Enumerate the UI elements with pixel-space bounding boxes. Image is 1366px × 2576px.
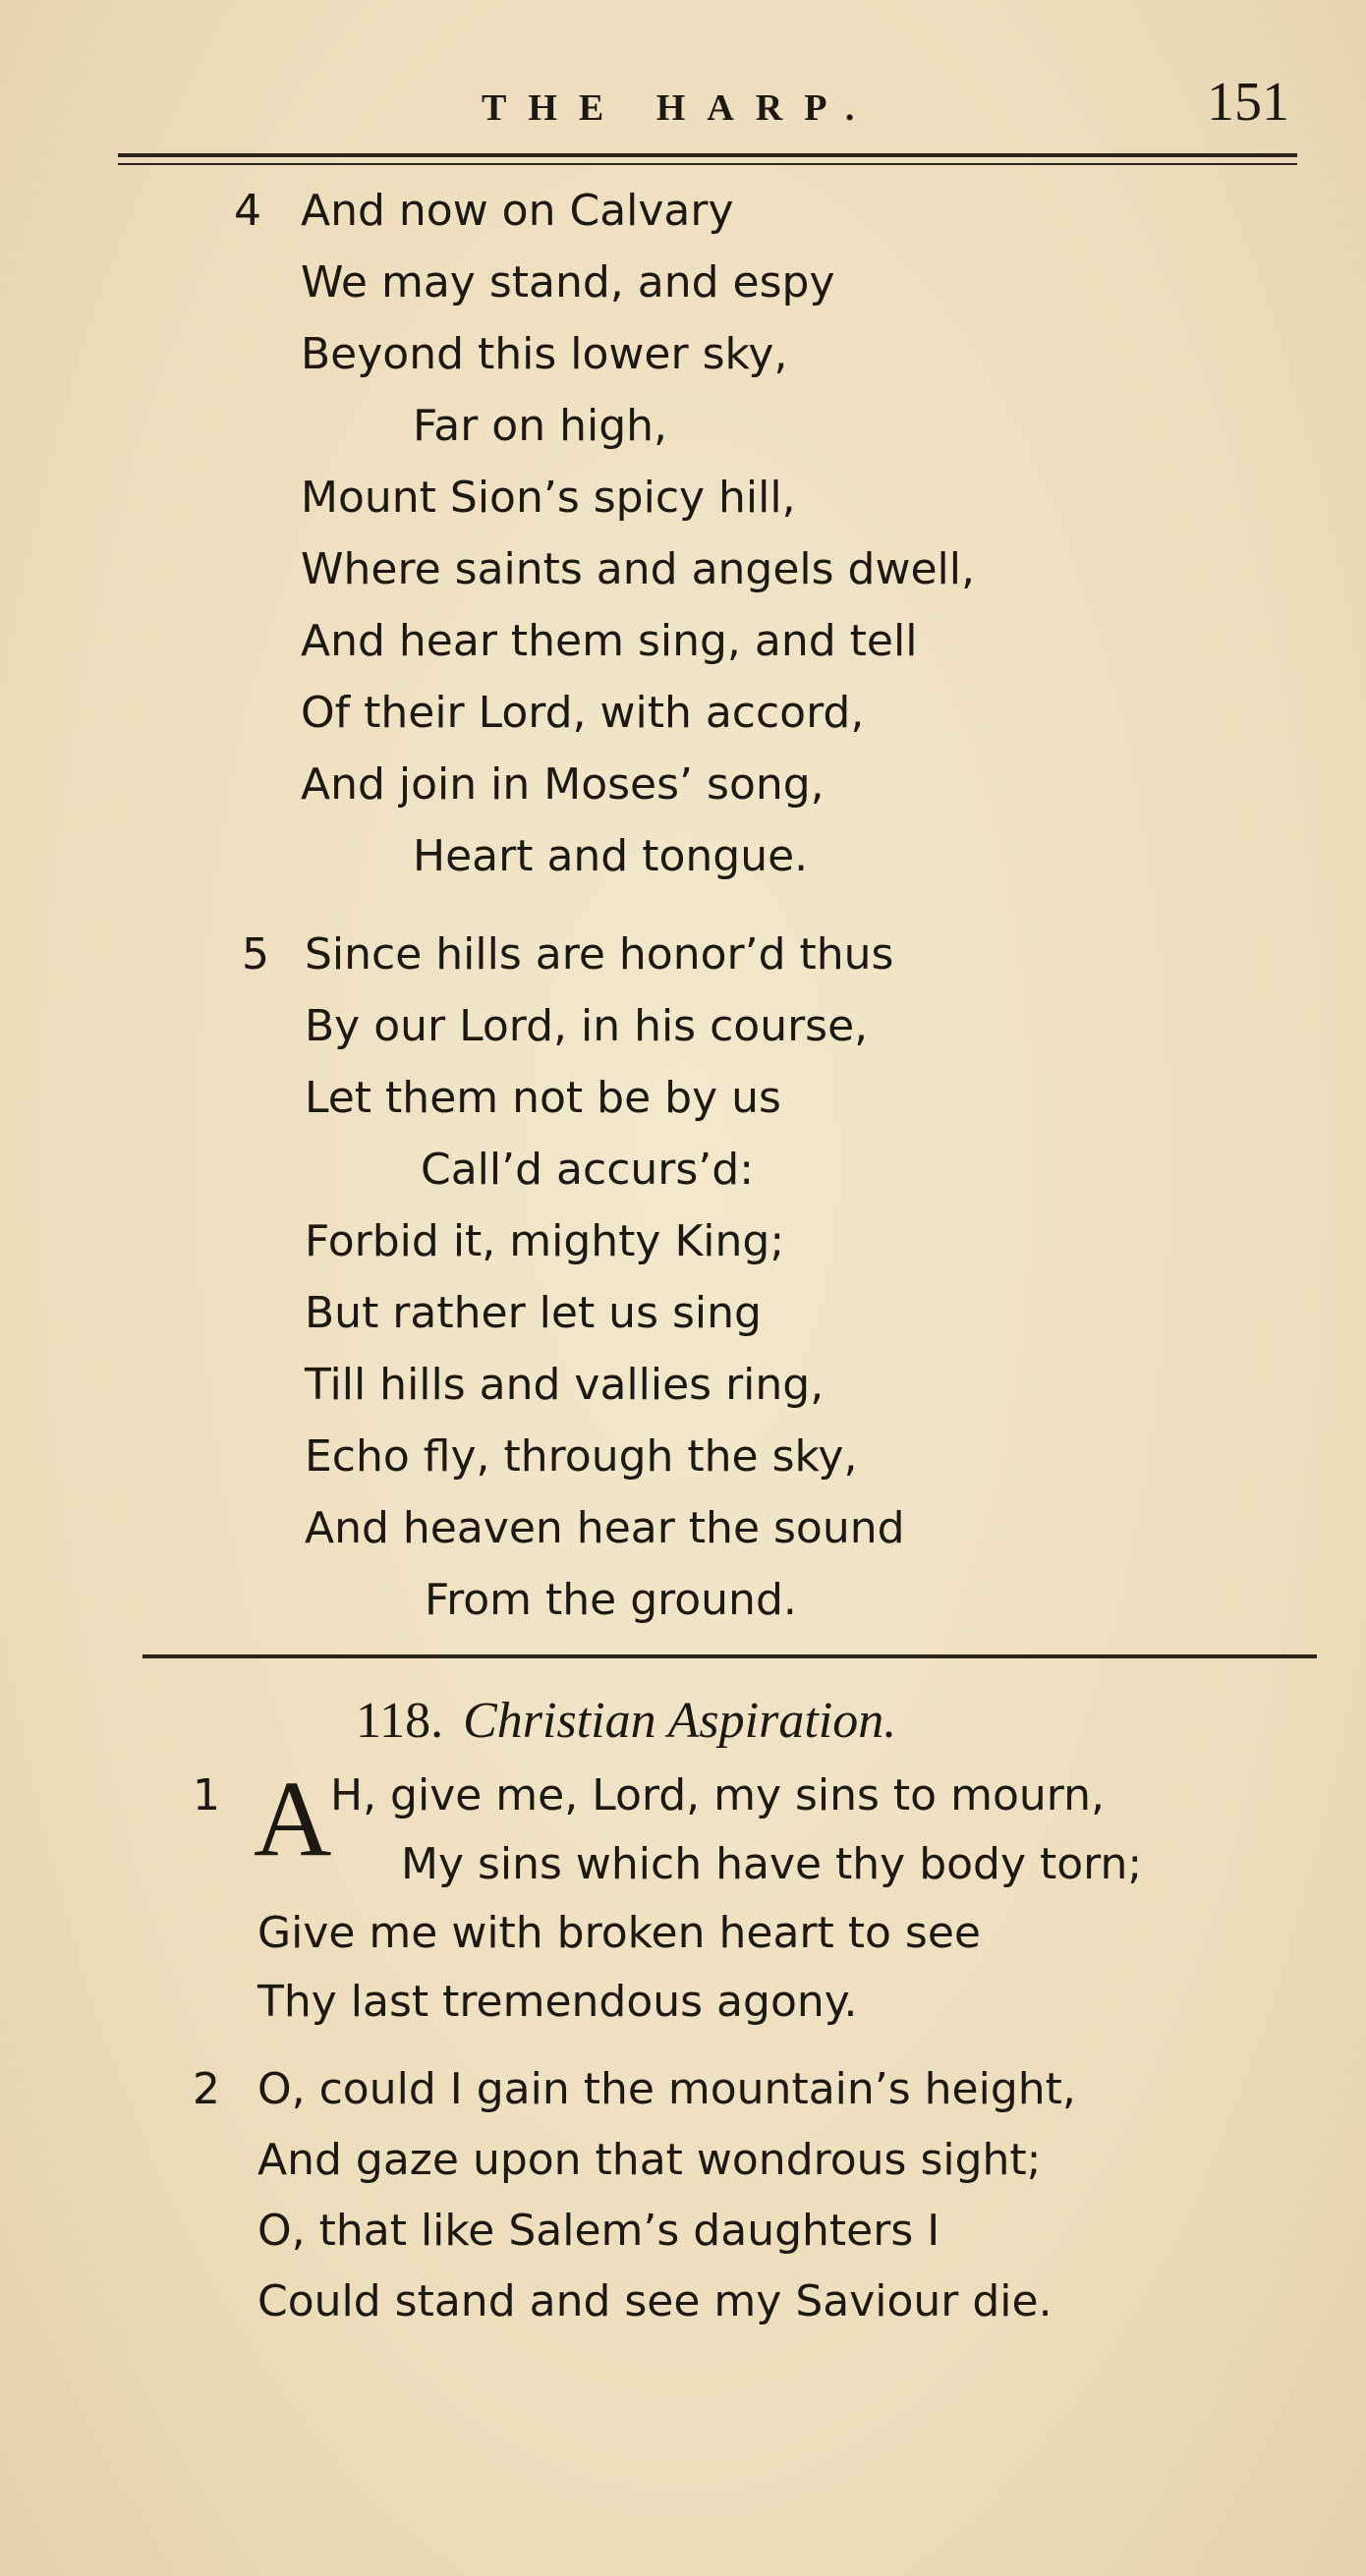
verse-line: Could stand and see my Saviour die. [257,2276,1053,2326]
verse-line: O, could I gain the mountain’s height, [257,2064,1076,2114]
verse-line: Mount Sion’s spicy hill, [301,473,796,523]
running-header: THE HARP. [482,87,877,129]
verse-line: Thy last tremendous agony. [257,1977,858,2027]
verse-line: From the ground. [425,1575,797,1625]
verse-line: And hear them sing, and tell [301,616,918,666]
drop-cap: A [254,1759,332,1878]
verse-line: Far on high, [413,401,668,451]
verse-line: Give me with broken heart to see [257,1908,981,1958]
verse-line: Till hills and vallies ring, [305,1360,825,1410]
stanza-number: 5 [242,929,269,980]
verse-line: Forbid it, mighty King; [305,1216,785,1266]
hymn-heading [356,1692,896,1750]
header-rule-thin [118,163,1297,165]
stanza-number: 2 [193,2064,220,2114]
verse-line: My sins which have thy body torn; [401,1839,1143,1889]
verse-line: And now on Calvary [301,186,734,236]
verse-line: Echo fly, through the sky, [305,1431,858,1482]
verse-line: But rather let us sing [305,1288,762,1338]
verse-line: And join in Moses’ song, [301,759,825,810]
page-number: 151 [1207,72,1289,133]
verse-line: And heaven hear the sound [305,1503,905,1553]
header-rule [118,153,1297,157]
verse-line: Where saints and angels dwell, [301,544,975,594]
verse-line: Since hills are honor’d thus [305,929,894,980]
verse-line: Beyond this lower sky, [301,329,788,379]
verse-line: And gaze upon that wondrous sight; [257,2135,1042,2185]
verse-line: By our Lord, in his course, [305,1001,869,1051]
hymn-title: Christian Aspiration. [463,1693,897,1749]
verse-line: Of their Lord, with accord, [301,688,865,738]
stanza-number: 1 [193,1770,220,1820]
verse-line: Let them not be by us [305,1073,781,1123]
verse-line: We may stand, and espy [301,257,835,308]
hymn-number: 118. [356,1693,444,1749]
verse-line: Call’d accurs’d: [421,1145,755,1195]
verse-line: H, give me, Lord, my sins to mourn, [330,1770,1105,1820]
verse-line: Heart and tongue. [413,831,809,881]
stanza-number: 4 [234,186,261,236]
section-divider [142,1654,1317,1658]
verse-line: O, that like Salem’s daughters I [257,2206,940,2256]
